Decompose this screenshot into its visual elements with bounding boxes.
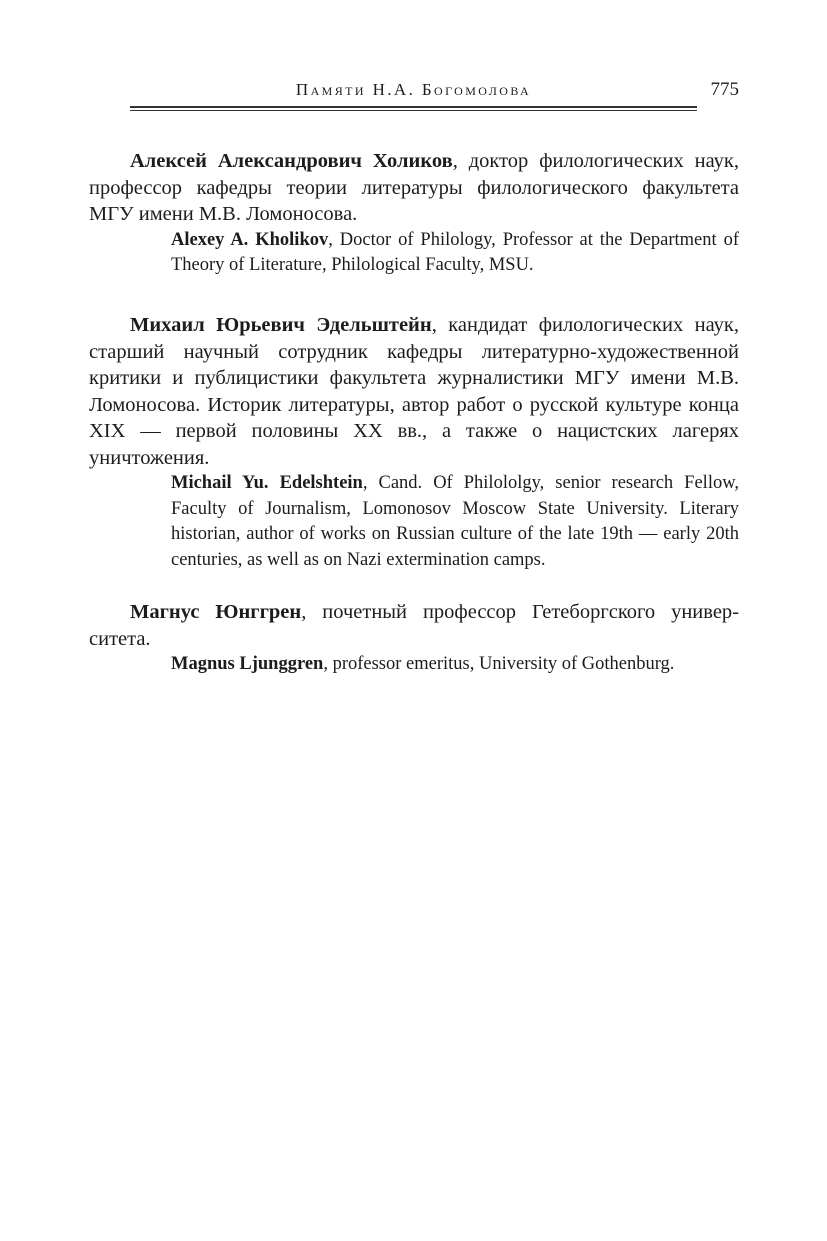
author-name-en: Magnus Ljunggren [171,654,324,674]
author-bio-ru [89,599,739,652]
author-description-en: , Doctor of Philology, Professor at the Department of Theory of Literature, Philological Faculty, MSU. [171,229,739,275]
header-rule-thin [130,110,697,111]
author-description-en: , Cand. Of Philololgy, senior research Fellow, Faculty of Journalism, Lomonosov Moscow State University. Literary historian, author of works on Russian culture of the late 19th — early 20th centuries, as well as on Nazi extermination camps. [171,473,739,570]
author-entry-ljunggren [89,599,739,678]
author-bio-en [171,652,739,678]
author-name-en: Alexey A. Kholikov [171,229,329,250]
author-bio-en [171,228,739,279]
author-entry-kholikov [89,148,739,279]
author-name-ru: Алексей Александрович Холиков [130,150,453,172]
author-entry-edelshtein [89,312,739,573]
author-description-en: , professor emeritus, University of Gothenburg. [323,654,675,674]
author-name-en: Michail Yu. Edelshtein [171,473,363,493]
author-description-ru: , кандидат филологических наук, старший научный сотрудник кафедры литературно-художественной критики и публицистики факультета журналистики МГУ имени М.В. Ломоносова. Историк литературы, автор работ о русской культуре конца XIX — первой половины XX вв., а также о нацистских лагерях уничтожения. [89,314,739,469]
author-name-ru: Магнус Юнггрен [130,601,302,623]
author-bio-ru [89,148,739,228]
author-description-ru: , почетный профессор Гетеборгского университета. [89,601,740,650]
author-bio-ru [89,312,739,471]
author-bio-en [171,471,739,573]
author-description-ru: , доктор филологических наук, профессор кафедры теории литературы филологического факультета МГУ имени М.В. Ломоносова. [89,150,739,225]
page-number: 775 [710,79,739,100]
running-title: Памяти Н.А. Богомолова [295,80,532,99]
header-rule-thick [130,106,697,108]
author-name-ru: Михаил Юрьевич Эдельштейн [130,314,432,336]
